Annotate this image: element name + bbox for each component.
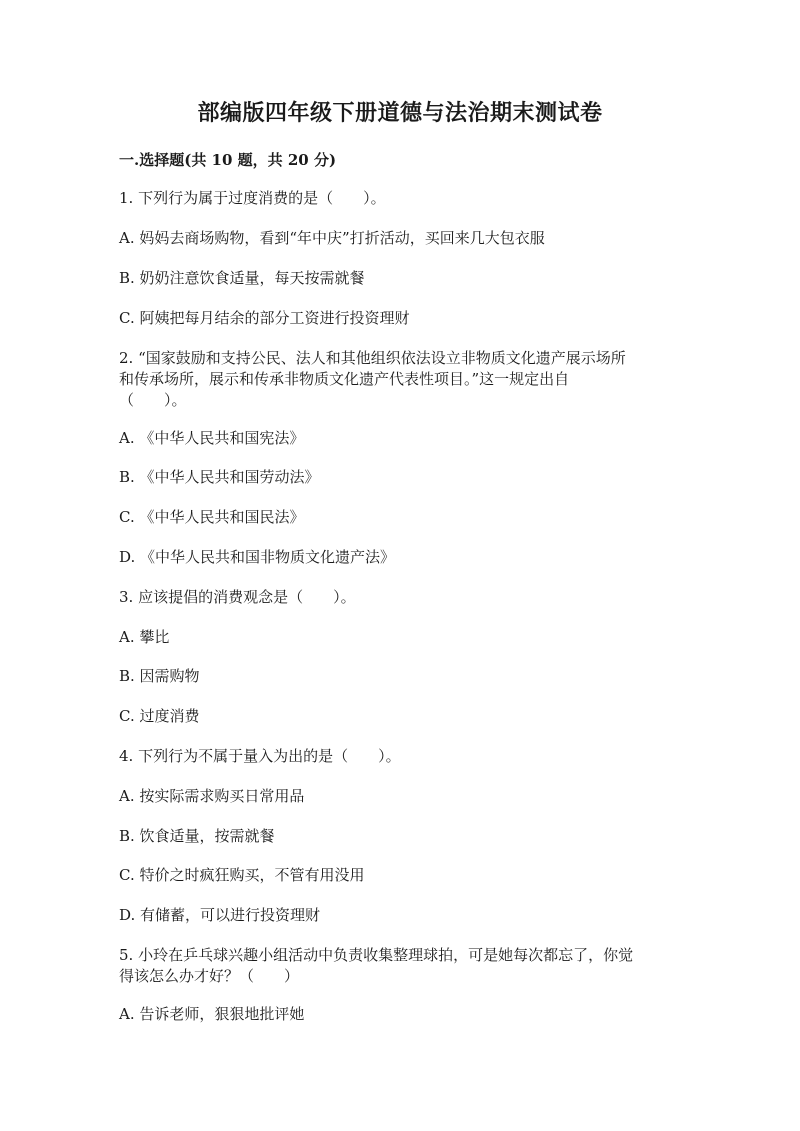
- section-heading: 一.选择题(共 10 题，共 20 分): [119, 151, 337, 169]
- question-2-stem-line-1: 2. “国家鼓励和支持公民、法人和其他组织依法设立非物质文化遗产展示场所: [119, 349, 626, 367]
- question-3-stem: 3. 应该提倡的消费观念是（ ）。: [119, 588, 356, 606]
- question-4-stem: 4. 下列行为不属于量入为出的是（ ）。: [119, 747, 401, 765]
- question-1-option-a: A. 妈妈去商场购物，看到“年中庆”打折活动，买回来几大包衣服: [119, 229, 545, 247]
- question-4-option-b: B. 饮食适量，按需就餐: [119, 827, 275, 845]
- question-4-option-a: A. 按实际需求购买日常用品: [119, 787, 305, 805]
- question-2-stem-line-3: （ ）。: [119, 391, 187, 409]
- question-5-stem-line-2: 得该怎么办才好？（ ）: [119, 967, 300, 985]
- question-5-option-a: A. 告诉老师，狠狠地批评她: [119, 1005, 305, 1023]
- question-2-option-a: A. 《中华人民共和国宪法》: [119, 429, 305, 447]
- question-3-option-a: A. 攀比: [119, 628, 170, 646]
- question-2-option-d: D. 《中华人民共和国非物质文化遗产法》: [119, 548, 396, 566]
- question-2-option-b: B. 《中华人民共和国劳动法》: [119, 468, 320, 486]
- question-1-option-b: B. 奶奶注意饮食适量，每天按需就餐: [119, 269, 365, 287]
- page-title: 部编版四年级下册道德与法治期末测试卷: [197, 100, 603, 126]
- question-3-option-b: B. 因需购物: [119, 667, 200, 685]
- question-4-option-d: D. 有储蓄，可以进行投资理财: [119, 906, 321, 924]
- question-2-option-c: C. 《中华人民共和国民法》: [119, 508, 305, 526]
- question-5-stem-line-1: 5. 小玲在乒乓球兴趣小组活动中负责收集整理球拍，可是她每次都忘了，你觉: [119, 946, 634, 964]
- question-4-option-c: C. 特价之时疯狂购买，不管有用没用: [119, 866, 365, 884]
- question-1-stem: 1. 下列行为属于过度消费的是（ ）。: [119, 189, 386, 207]
- question-1-option-c: C. 阿姨把每月结余的部分工资进行投资理财: [119, 309, 410, 327]
- question-3-option-c: C. 过度消费: [119, 707, 200, 725]
- question-2-stem-line-2: 和传承场所，展示和传承非物质文化遗产代表性项目。”这一规定出自: [119, 370, 570, 388]
